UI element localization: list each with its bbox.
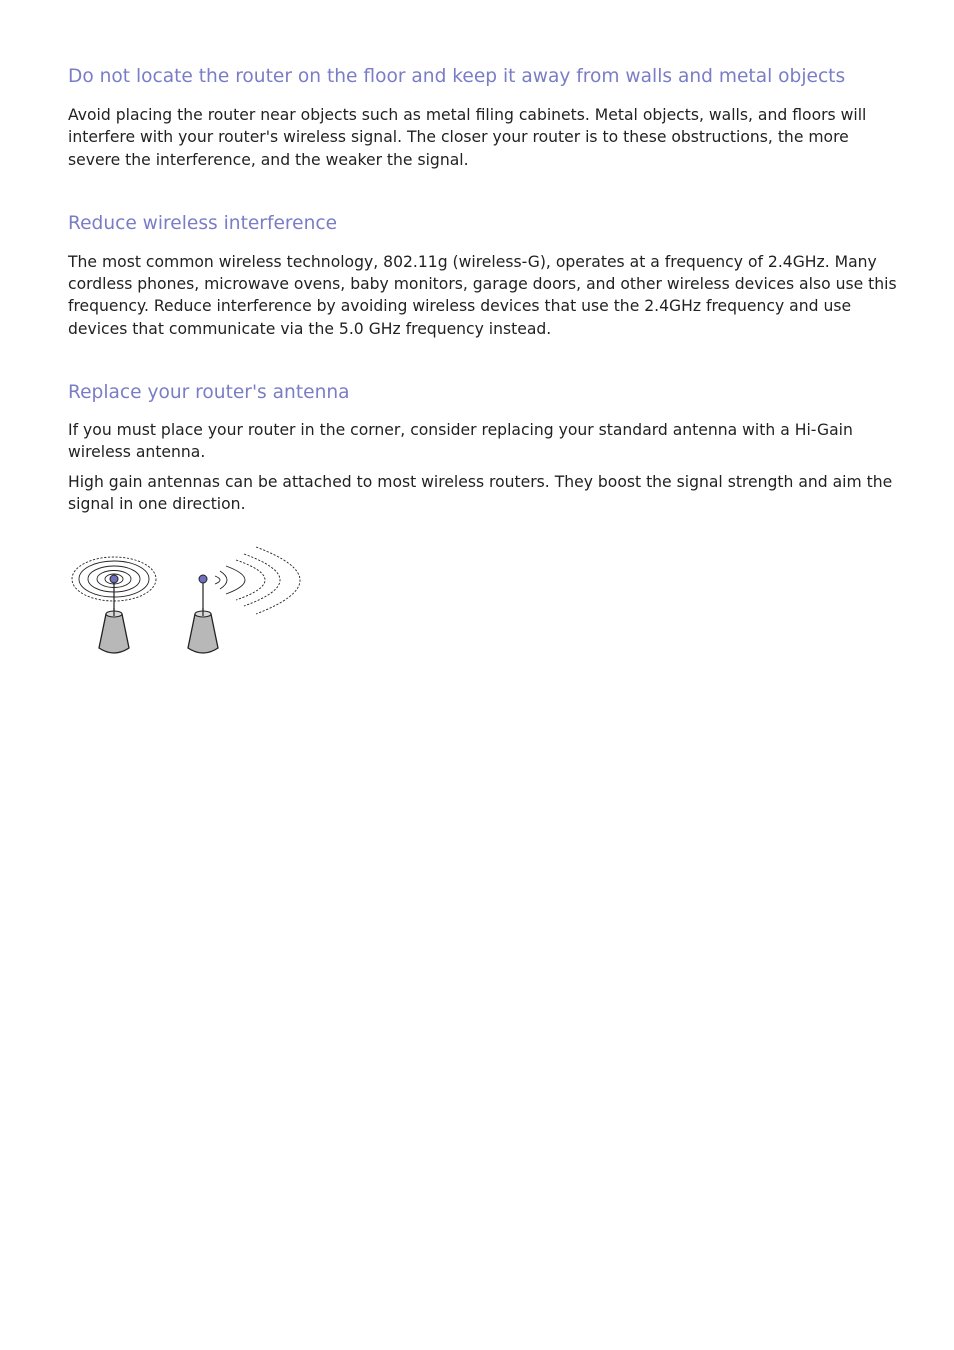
omnidirectional-antenna-icon <box>72 557 156 653</box>
antenna-comparison-figure <box>68 544 318 658</box>
section-paragraph: The most common wireless technology, 802.11g (wireless-G), operates at a frequency of 2.4GHz. Many cordless phones, microwave ovens, baby monitors, garage doors, and other wireless devices also use this frequency. Reduce interference by avoiding wireless devices that use the 2.4GHz frequency and use devices that communicate via the 5.0 GHz frequency instead. <box>68 252 897 338</box>
section-heading: Replace your router's antenna <box>68 382 350 404</box>
section-paragraph: Avoid placing the router near objects such as metal filing cabinets. Metal objects, walls, and floors will interfere with your router's wireless signal. The closer your router is to these obstructions, the more severe the interference, and the weaker the signal. <box>68 106 867 169</box>
section-paragraph: If you must place your router in the corner, consider replacing your standard antenna with a Hi-Gain wireless antenna. <box>68 421 853 462</box>
directional-antenna-icon <box>188 547 300 653</box>
section-paragraph: High gain antennas can be attached to most wireless routers. They boost the signal strength and aim the signal in one direction. <box>68 472 893 513</box>
document-page <box>68 64 898 515</box>
section-router-placement <box>68 64 898 171</box>
section-heading: Do not locate the router on the floor and keep it away from walls and metal objects <box>68 66 846 87</box>
section-heading: Reduce wireless interference <box>68 212 338 234</box>
section-reduce-interference <box>68 211 898 340</box>
section-replace-antenna <box>68 380 898 515</box>
